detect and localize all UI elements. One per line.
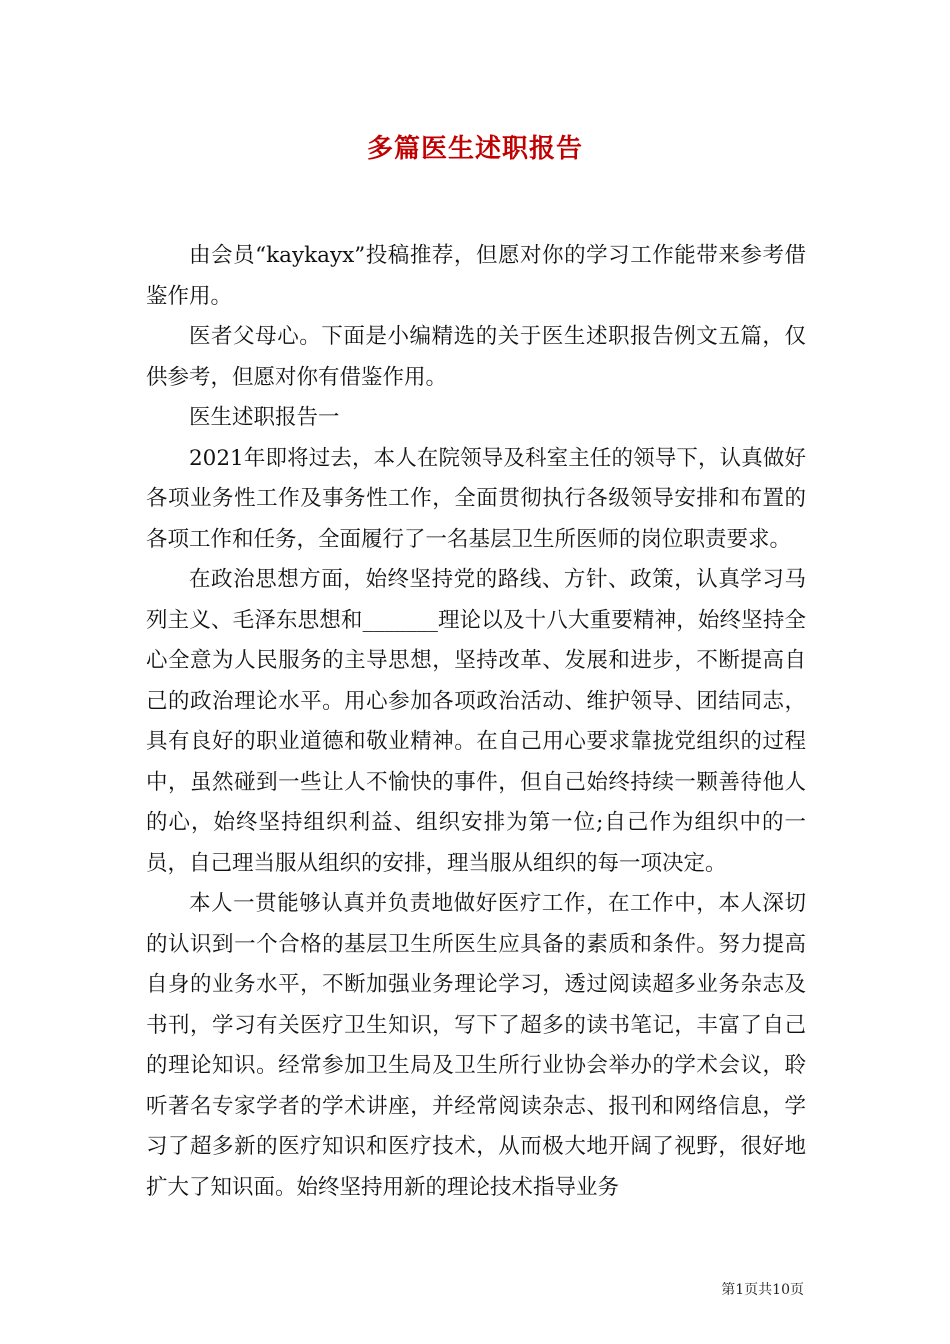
paragraph-medical-work: 本人一贯能够认真并负责地做好医疗工作，在工作中，本人深切的认识到一个合格的基层卫生所医生应具备的素质和条件。努力提高自身的业务水平，不断加强业务理论学习，透过阅读超多业务杂志及书刊，学习有关医疗卫生知识，写下了超多的读书笔记，丰富了自己的理论知识。经常参加卫生局及卫生所行业协会举办的学术会议，聆听著名专家学者的学术讲座，并经常阅读杂志、报刊和网络信息，学习了超多新的医疗知识和医疗技术，从而极大地开阔了视野，很好地扩大了知识面。始终坚持用新的理论技术指导业务 <box>146 891 806 1200</box>
document-body <box>146 236 806 1208</box>
paragraph-politics: 在政治思想方面，始终坚持党的路线、方针、政策，认真学习马列主义、毛泽东思想和_______理论以及十八大重要精神，始终坚持全心全意为人民服务的主导思想，坚持改革、发展和进步，不断提高自己的政治理论水平。用心参加各项政治活动、维护领导、团结同志，具有良好的职业道德和敬业精神。在自己用心要求靠拢党组织的过程中，虽然碰到一些让人不愉快的事件，但自己始终持续一颗善待他人的心，始终坚持组织利益、组织安排为第一位;自己作为组织中的一员，自己理当服从组织的安排，理当服从组织的每一项决定。 <box>146 567 806 876</box>
paragraph-intro: 由会员“kaykayx”投稿推荐，但愿对你的学习工作能带来参考借鉴作用。 <box>146 243 806 309</box>
page-number-footer: 第1页共10页 <box>721 1282 804 1298</box>
document-title: 多篇医生述职报告 <box>366 134 583 164</box>
paragraph-overview: 2021年即将过去，本人在院领导及科室主任的领导下，认真做好各项业务性工作及事务性工作，全面贯彻执行各级领导安排和布置的各项工作和任务，全面履行了一名基层卫生所医师的岗位职责要求。 <box>146 445 806 552</box>
paragraph-preface: 医者父母心。下面是小编精选的关于医生述职报告例文五篇，仅供参考，但愿对你有借鉴作用。 <box>146 324 806 390</box>
section-heading: 医生述职报告一 <box>189 405 340 430</box>
